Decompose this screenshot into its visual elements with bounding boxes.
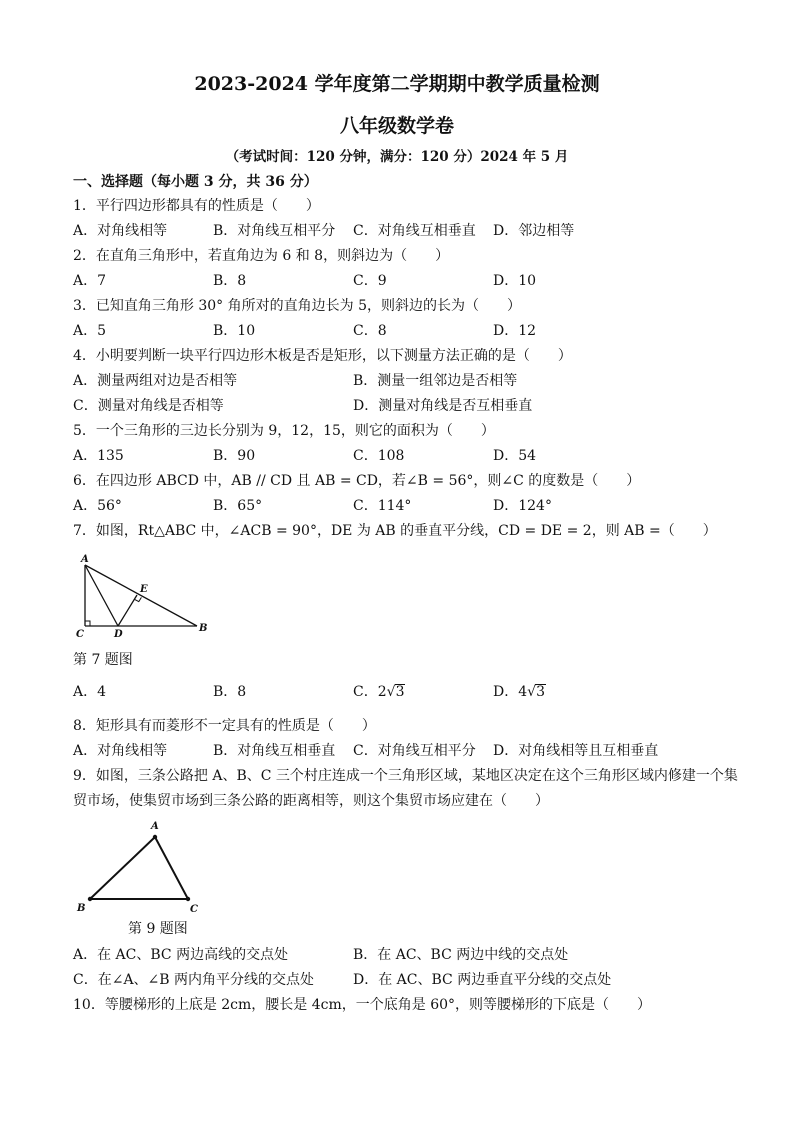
option-d: D．在 AC、BC 两边垂直平分线的交点处 xyxy=(353,972,612,988)
question-2-options xyxy=(73,271,633,291)
option-a: A．4 xyxy=(73,684,107,700)
option-b: B．8 xyxy=(213,273,247,289)
exam-title: 2023-2024 学年度第二学期期中教学质量检测 xyxy=(194,73,600,95)
option-d: D．测量对角线是否互相垂直 xyxy=(353,398,533,414)
radicand: 3 xyxy=(536,684,545,700)
question-9-stem-line-1: 9．如图，三条公路把 A、B、C 三个村庄连成一个三角形区域，某地区决定在这个三角形区域内修建一个集 xyxy=(73,768,738,784)
option-b: B．10 xyxy=(213,323,256,339)
question-9-options-row-1 xyxy=(73,945,633,965)
option-b: B．对角线互相平分 xyxy=(213,223,336,239)
question-9-stem-line-2: 贸市场，使集贸市场到三条公路的距离相等，则这个集贸市场应建在（ ） xyxy=(73,793,549,809)
vertex-label-d: D xyxy=(114,629,123,640)
question-5-stem: 5．一个三角形的三边长分别为 9，12，15，则它的面积为（ ） xyxy=(73,423,495,439)
exam-subtitle: 八年级数学卷 xyxy=(339,115,454,137)
option-d xyxy=(493,682,633,702)
vertex-dot-c xyxy=(186,897,190,901)
vertex-dot-a xyxy=(153,835,157,839)
question-6-options xyxy=(73,496,633,516)
option-c: C．对角线互相垂直 xyxy=(353,223,476,239)
option-c: C．在∠A、∠B 两内角平分线的交点处 xyxy=(73,972,315,988)
vertex-label-a: A xyxy=(151,821,159,832)
right-angle-mark-c xyxy=(85,621,90,626)
question-2-stem: 2．在直角三角形中，若直角边为 6 和 8，则斜边为（ ） xyxy=(73,248,450,264)
question-4-options-row-1 xyxy=(73,371,633,391)
question-6-stem: 6．在四边形 ABCD 中，AB // CD 且 AB = CD，若∠B = 56°，则∠C 的度数是（ ） xyxy=(73,473,641,489)
question-9-figure-caption: 第 9 题图 xyxy=(128,921,188,937)
option-b: B．8 xyxy=(213,684,247,700)
question-3-options xyxy=(73,321,633,341)
vertex-label-b: B xyxy=(77,903,86,914)
option-d: D．对角线相等且互相垂直 xyxy=(493,743,659,759)
option-b: B．测量一组邻边是否相等 xyxy=(353,373,518,389)
question-7-stem: 7．如图，Rt△ABC 中，∠ACB = 90°，DE 为 AB 的垂直平分线，CD = DE = 2，则 AB =（ ） xyxy=(73,523,717,539)
question-5-options xyxy=(73,446,633,466)
option-d: D．12 xyxy=(493,323,537,339)
option-a: A．测量两组对边是否相等 xyxy=(73,373,238,389)
section-heading: 一、选择题（每小题 3 分，共 36 分） xyxy=(73,174,318,190)
option-d: D．124° xyxy=(493,498,552,514)
triangle-abc xyxy=(90,837,188,899)
question-9-options-row-2 xyxy=(73,970,633,990)
option-c: C．9 xyxy=(353,273,387,289)
option-b: B．在 AC、BC 两边中线的交点处 xyxy=(353,947,569,963)
vertex-label-c: C xyxy=(76,629,84,640)
question-7-figure xyxy=(70,552,215,642)
option-c: C．8 xyxy=(353,323,387,339)
option-a: A．对角线相等 xyxy=(73,223,168,239)
radicand: 3 xyxy=(395,684,405,700)
option-a: A．对角线相等 xyxy=(73,743,168,759)
option-label: D． xyxy=(493,684,519,700)
option-c: C．测量对角线是否相等 xyxy=(73,398,224,414)
segment-de xyxy=(118,595,137,626)
vertex-label-a: A xyxy=(81,554,89,565)
question-1-options xyxy=(73,221,633,241)
option-c: C．108 xyxy=(353,448,405,464)
radical-sign: √ xyxy=(527,684,537,700)
option-c: C．114° xyxy=(353,498,412,514)
vertex-dot-b xyxy=(88,897,92,901)
question-7-figure-caption: 第 7 题图 xyxy=(73,652,133,668)
option-c: C．对角线互相平分 xyxy=(353,743,476,759)
vertex-label-b: B xyxy=(199,623,208,634)
coefficient: 4 xyxy=(518,684,528,700)
question-4-stem: 4．小明要判断一块平行四边形木板是否是矩形，以下测量方法正确的是（ ） xyxy=(73,348,572,364)
option-a: A．56° xyxy=(73,498,122,514)
radical-sign: √ xyxy=(386,684,396,700)
question-4-options-row-2 xyxy=(73,396,633,416)
option-a: A．在 AC、BC 两边高线的交点处 xyxy=(73,947,289,963)
option-d: D．邻边相等 xyxy=(493,223,575,239)
option-a: A．5 xyxy=(73,323,107,339)
question-8-options xyxy=(73,741,659,761)
question-3-stem: 3．已知直角三角形 30° 角所对的直角边长为 5，则斜边的长为（ ） xyxy=(73,298,521,314)
question-9-figure xyxy=(70,817,210,915)
question-7-options xyxy=(73,682,633,702)
option-a: A．7 xyxy=(73,273,107,289)
question-1-stem: 1．平行四边形都具有的性质是（ ） xyxy=(73,198,320,214)
vertex-label-e: E xyxy=(140,584,148,595)
option-b: B．90 xyxy=(213,448,256,464)
vertex-label-c: C xyxy=(190,904,198,915)
option-c xyxy=(353,682,493,702)
option-b: B．65° xyxy=(213,498,263,514)
option-d: D．54 xyxy=(493,448,537,464)
coefficient: 2 xyxy=(377,684,387,700)
option-b: B．对角线互相垂直 xyxy=(213,743,336,759)
option-label: C． xyxy=(353,684,378,700)
option-d: D．10 xyxy=(493,273,537,289)
question-8-stem: 8．矩形具有而菱形不一定具有的性质是（ ） xyxy=(73,718,376,734)
question-10-stem: 10．等腰梯形的上底是 2cm，腰长是 4cm，一个底角是 60°，则等腰梯形的下底是（ ） xyxy=(73,997,652,1013)
exam-info: （考试时间：120 分钟，满分：120 分）2024 年 5 月 xyxy=(225,149,569,165)
option-a: A．135 xyxy=(73,448,124,464)
